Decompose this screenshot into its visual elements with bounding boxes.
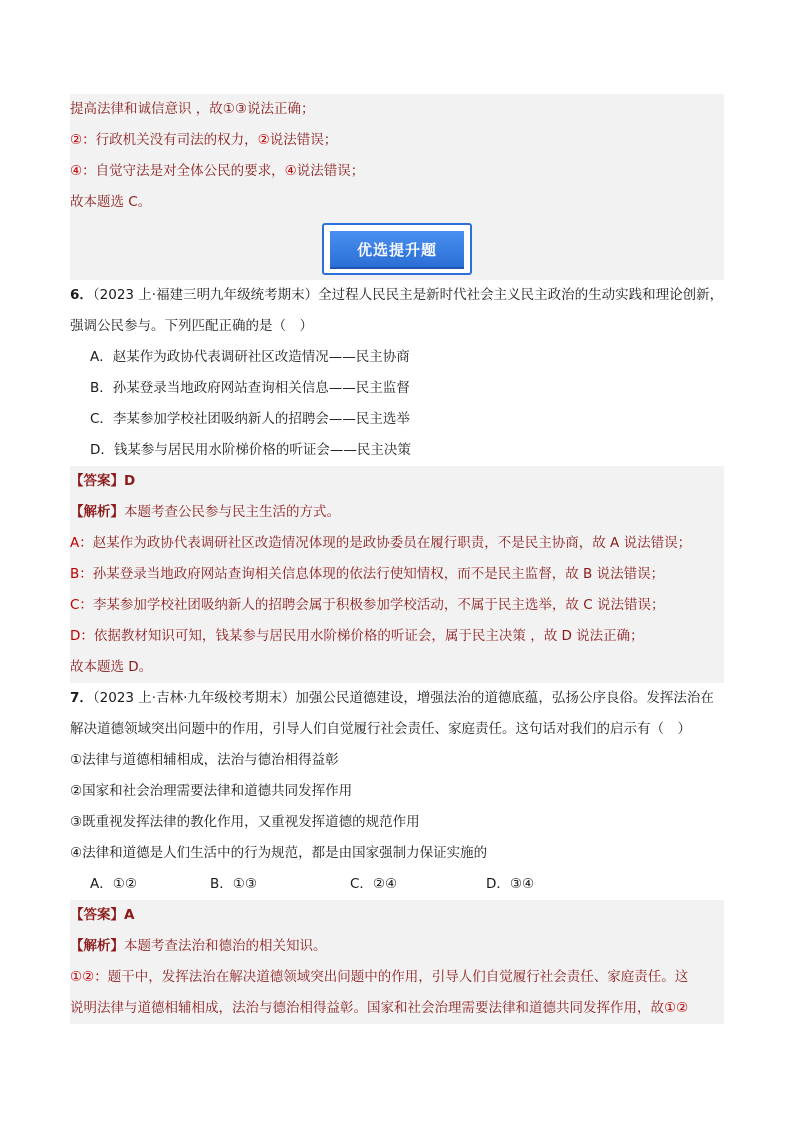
question-6-solution	[70, 466, 724, 683]
statement-item: ④法律和道德是人们生活中的行为规范，都是由国家强制力保证实施的	[70, 845, 488, 861]
choice-row	[70, 869, 724, 900]
statement-item: ①法律与道德相辅相成，法治与德治相得益彰	[70, 752, 339, 768]
option-a: A．赵某作为政协代表调研社区改造情况——民主协商	[90, 349, 410, 365]
option-d: D．钱某参与居民用水阶梯价格的听证会——民主决策	[90, 442, 411, 458]
analysis-line: D：依据教材知识可知，钱某参与居民用水阶梯价格的听证会，属于民主决策 ，故 D 说法正确；	[70, 628, 644, 644]
choice-a: A．①②	[90, 876, 137, 892]
question-7-solution	[70, 900, 724, 1024]
document-page	[70, 94, 724, 1024]
question-stem: 6．（2023 上·福建三明九年级统考期末）全过程人民民主是新时代社会主义民主政治的生动实践和理论创新，	[70, 287, 724, 303]
statement-item: ③既重视发挥法律的教化作用，又重视发挥道德的规范作用	[70, 814, 420, 830]
analysis-line: B：孙某登录当地政府网站查询相关信息体现的依法行使知情权，而不是民主监督，故 B 说法错误；	[70, 566, 665, 582]
analysis-line: 说明法律与道德相辅相成，法治与德治相得益彰。国家和社会治理需要法律和道德共同发挥作用，故①②	[70, 1000, 689, 1016]
answer-line: 【答案】A	[70, 907, 135, 923]
statement-item: ②国家和社会治理需要法律和道德共同发挥作用	[70, 783, 353, 799]
conclusion-line: 故本题选 D。	[70, 659, 153, 675]
option-c: C．李某参加学校社团吸纳新人的招聘会——民主选举	[90, 411, 410, 427]
question-7	[70, 683, 724, 900]
analysis-line: C：李某参加学校社团吸纳新人的招聘会属于积极参加学校活动，不属于民主选举，故 C 说法错误；	[70, 597, 665, 613]
analysis-line: A：赵某作为政协代表调研社区改造情况体现的是政协委员在履行职责，不是民主协商，故 A 说法错误；	[70, 535, 692, 551]
answer-line: 【答案】D	[70, 473, 136, 489]
question-stem: 解决道德领域突出问题中的作用，引导人们自觉履行社会责任、家庭责任。这句话对我们的启示有（ ）	[70, 721, 691, 737]
analysis-header: 【解析】本题考查法治和德治的相关知识。	[70, 938, 327, 954]
section-banner	[322, 223, 472, 275]
option-b: B．孙某登录当地政府网站查询相关信息——民主监督	[90, 380, 410, 396]
choice-b: B．①③	[210, 876, 257, 892]
choice-d: D．③④	[486, 876, 535, 892]
analysis-line: ①②：题干中，发挥法治在解决道德领域突出问题中的作用，引导人们自觉履行社会责任、家庭责任。这	[70, 969, 689, 985]
analysis-line: ④：自觉守法是对全体公民的要求，④说法错误；	[70, 163, 365, 179]
choice-c: C．②④	[350, 876, 398, 892]
carryover-analysis	[70, 94, 724, 280]
question-6	[70, 280, 724, 466]
analysis-line: ②：行政机关没有司法的权力，②说法错误；	[70, 132, 338, 148]
conclusion-line: 故本题选 C。	[70, 194, 152, 210]
question-stem: 7．（2023 上·吉林·九年级校考期末）加强公民道德建设，增强法治的道德底蕴，弘扬公序良俗。发挥法治在	[70, 690, 714, 706]
section-banner-label: 优选提升题	[330, 231, 464, 267]
analysis-line: 提高法律和诚信意识 ，故①③说法正确；	[70, 101, 315, 117]
question-stem: 强调公民参与。下列匹配正确的是（ ）	[70, 318, 313, 334]
section-banner-row	[70, 218, 724, 280]
analysis-header: 【解析】本题考查公民参与民主生活的方式。	[70, 504, 340, 520]
